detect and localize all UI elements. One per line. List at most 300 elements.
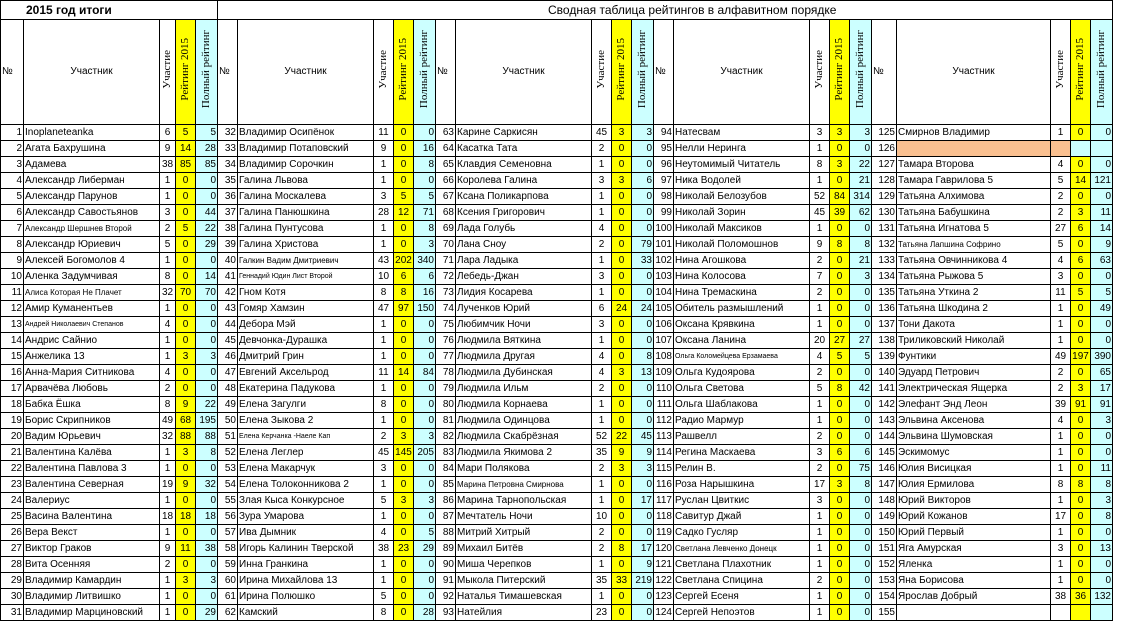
rating-2015: 0: [394, 125, 414, 141]
participant-name: Галина Христова: [238, 237, 374, 253]
rating-2015: 0: [1071, 445, 1091, 461]
row-number: 126: [872, 141, 897, 157]
row-number: 30: [1, 589, 24, 605]
rating-2015: 0: [612, 477, 632, 493]
row-number: 95: [654, 141, 674, 157]
rating-2015: 0: [830, 573, 850, 589]
row-number: 79: [436, 381, 456, 397]
row-number: 127: [872, 157, 897, 173]
full-rating: 44: [196, 205, 218, 221]
participant-name: Ника Водолей: [674, 173, 810, 189]
row-number: 22: [1, 461, 24, 477]
rating-2015: 145: [394, 445, 414, 461]
participation-count: 1: [592, 493, 612, 509]
rating-2015: [1071, 141, 1091, 157]
participant-name: Александр Парунов: [24, 189, 160, 205]
participant-name: Обитель размышлений: [674, 301, 810, 317]
participant-name: Тони Дакота: [897, 317, 1051, 333]
rating-2015: 0: [394, 397, 414, 413]
full-rating: 195: [196, 413, 218, 429]
row-number: 150: [872, 525, 897, 541]
participant-name: Александр Шершнев Второй: [24, 221, 160, 237]
full-rating: 29: [414, 541, 436, 557]
participation-count: 1: [374, 317, 394, 333]
full-rating: 9: [632, 557, 654, 573]
rating-2015: 0: [394, 573, 414, 589]
participant-name: Екатерина Падукова: [238, 381, 374, 397]
participation-count: 1: [810, 525, 830, 541]
participant-name: Садко Гусляр: [674, 525, 810, 541]
participant-name: Королева Галина: [456, 173, 592, 189]
participant-name: Оксана Крявкина: [674, 317, 810, 333]
full-rating: 3: [414, 493, 436, 509]
participation-count: 39: [1051, 397, 1071, 413]
header-full-rating-label: Полный рейтинг: [854, 30, 866, 109]
participant-name: Владимир Сорочкин: [238, 157, 374, 173]
row-number: 14: [1, 333, 24, 349]
participant-name: Елена Загулги: [238, 397, 374, 413]
participant-name: Зура Умарова: [238, 509, 374, 525]
header-number: №: [1, 20, 24, 125]
full-rating: 0: [850, 541, 872, 557]
rating-2015: 27: [830, 333, 850, 349]
participant-name: Владимир Потаповский: [238, 141, 374, 157]
row-number: 65: [436, 157, 456, 173]
participation-count: 1: [810, 413, 830, 429]
full-rating: 0: [414, 333, 436, 349]
table-row: [1, 365, 1113, 381]
participation-count: 1: [160, 461, 176, 477]
full-rating: 0: [196, 173, 218, 189]
participant-name: Нина Агошкова: [674, 253, 810, 269]
participant-name: Елена Керчанка -Наеле Кап: [238, 429, 374, 445]
rating-2015: 0: [830, 253, 850, 269]
full-rating: 0: [196, 333, 218, 349]
participation-count: 3: [374, 461, 394, 477]
rating-2015: 0: [176, 365, 196, 381]
header-participant: Участник: [456, 20, 592, 125]
header-participation: [592, 20, 612, 125]
rating-2015: 0: [176, 381, 196, 397]
rating-2015: 0: [830, 461, 850, 477]
participation-count: 1: [374, 557, 394, 573]
rating-2015: 3: [830, 157, 850, 173]
full-rating: 3: [1091, 413, 1113, 429]
full-rating: 0: [850, 301, 872, 317]
participation-count: 3: [160, 205, 176, 221]
participation-count: 6: [160, 125, 176, 141]
row-number: 40: [218, 253, 238, 269]
header-rating-2015: [1071, 20, 1091, 125]
header-full-rating: [850, 20, 872, 125]
rating-2015: 0: [176, 173, 196, 189]
participation-count: 1: [592, 157, 612, 173]
row-number: 21: [1, 445, 24, 461]
full-rating: 3: [850, 125, 872, 141]
rating-2015: 0: [176, 205, 196, 221]
participation-count: 4: [810, 349, 830, 365]
full-rating: 84: [414, 365, 436, 381]
participation-count: 28: [374, 205, 394, 221]
rating-2015: 0: [394, 413, 414, 429]
header-full-rating: [1091, 20, 1113, 125]
participant-name: Натейлия: [456, 605, 592, 621]
rating-2015: 0: [830, 269, 850, 285]
rating-2015: 0: [1071, 461, 1091, 477]
participation-count: 4: [160, 317, 176, 333]
table-row: [1, 477, 1113, 493]
table-row: [1, 349, 1113, 365]
row-number: 56: [218, 509, 238, 525]
row-number: 147: [872, 477, 897, 493]
header-participation: [374, 20, 394, 125]
row-number: 25: [1, 509, 24, 525]
header-participant: Участник: [897, 20, 1051, 125]
rating-2015: 0: [830, 413, 850, 429]
rating-2015: 0: [394, 381, 414, 397]
row-number: 88: [436, 525, 456, 541]
rating-2015: 88: [176, 429, 196, 445]
participation-count: 2: [1051, 205, 1071, 221]
row-number: 41: [218, 269, 238, 285]
rating-2015: 0: [394, 173, 414, 189]
rating-2015: 0: [176, 493, 196, 509]
header-full-rating-label: Полный рейтинг: [200, 30, 212, 109]
participation-count: 1: [1051, 557, 1071, 573]
row-number: 104: [654, 285, 674, 301]
rating-2015: 9: [176, 397, 196, 413]
participant-name: Ольга Кудоярова: [674, 365, 810, 381]
rating-2015: 0: [830, 509, 850, 525]
full-rating: 49: [1091, 301, 1113, 317]
rating-2015: 0: [612, 493, 632, 509]
header-rating-2015: [612, 20, 632, 125]
header-participation-label: Участие: [595, 50, 607, 89]
row-number: 87: [436, 509, 456, 525]
participant-name: Татьяна Рыжова 5: [897, 269, 1051, 285]
participation-count: 1: [374, 573, 394, 589]
full-rating: 28: [196, 141, 218, 157]
rating-2015: 68: [176, 413, 196, 429]
rating-2015: 5: [830, 349, 850, 365]
full-rating: 28: [414, 605, 436, 621]
rating-2015: 0: [394, 557, 414, 573]
row-number: 109: [654, 365, 674, 381]
participant-name: Эдуард Петрович: [897, 365, 1051, 381]
full-rating: 3: [632, 461, 654, 477]
rating-2015: 85: [176, 157, 196, 173]
full-rating: 0: [196, 317, 218, 333]
participant-name: Ольга Коломейцева Ерзамаева: [674, 349, 810, 365]
participant-name: Алиса Которая Не Плачет: [24, 285, 160, 301]
full-rating: 22: [850, 157, 872, 173]
full-rating: 0: [414, 413, 436, 429]
full-rating: 0: [850, 365, 872, 381]
rating-2015: 0: [1071, 541, 1091, 557]
participant-name: Митрий Хитрый: [456, 525, 592, 541]
participant-name: Елена Макарчук: [238, 461, 374, 477]
participation-count: 5: [160, 237, 176, 253]
full-rating: 0: [850, 589, 872, 605]
participation-count: 2: [810, 365, 830, 381]
participant-name: Юрий Викторов: [897, 493, 1051, 509]
rating-2015: 0: [176, 525, 196, 541]
row-number: 143: [872, 413, 897, 429]
rating-2015: 0: [830, 365, 850, 381]
participation-count: 3: [374, 189, 394, 205]
rating-2015: 0: [830, 397, 850, 413]
participant-name: Геннадий Юдин Лист Второй: [238, 269, 374, 285]
row-number: 32: [218, 125, 238, 141]
rating-2015: 11: [176, 541, 196, 557]
participation-count: 2: [592, 141, 612, 157]
year-title: 2015 год итоги: [1, 1, 218, 20]
rating-2015: 0: [1071, 429, 1091, 445]
full-rating: 0: [196, 557, 218, 573]
participant-name: Алексей Богомолов 4: [24, 253, 160, 269]
rating-2015: 6: [1071, 253, 1091, 269]
header-rating-2015: [176, 20, 196, 125]
rating-2015: 0: [830, 317, 850, 333]
row-number: 144: [872, 429, 897, 445]
full-rating: 13: [1091, 541, 1113, 557]
full-rating: 21: [850, 173, 872, 189]
row-number: 17: [1, 381, 24, 397]
participation-count: 1: [1051, 301, 1071, 317]
row-number: 72: [436, 269, 456, 285]
participant-name: Галина Москалева: [238, 189, 374, 205]
participation-count: 1: [160, 589, 176, 605]
full-rating: 33: [632, 253, 654, 269]
rating-2015: 0: [176, 317, 196, 333]
header-rating-2015-label: Рейтинг 2015: [615, 38, 627, 101]
rating-2015: 0: [830, 429, 850, 445]
rating-2015: 0: [612, 189, 632, 205]
rating-2015: 0: [612, 269, 632, 285]
rating-2015: 18: [176, 509, 196, 525]
rating-2015: 0: [612, 381, 632, 397]
row-number: 140: [872, 365, 897, 381]
full-rating: 0: [1091, 557, 1113, 573]
row-number: 18: [1, 397, 24, 413]
participant-name: Марина Петровна Смирнова: [456, 477, 592, 493]
participation-count: 45: [592, 125, 612, 141]
participation-count: 8: [810, 157, 830, 173]
row-number: 129: [872, 189, 897, 205]
header-rating-2015-label: Рейтинг 2015: [1074, 38, 1086, 101]
participant-name: Электрическая Ящерка: [897, 381, 1051, 397]
row-number: 35: [218, 173, 238, 189]
participation-count: 3: [592, 317, 612, 333]
table-row: [1, 605, 1113, 621]
row-number: 83: [436, 445, 456, 461]
rating-2015: 3: [612, 461, 632, 477]
participant-name: Николай Поломошнов: [674, 237, 810, 253]
row-number: 125: [872, 125, 897, 141]
row-number: 46: [218, 349, 238, 365]
full-rating: 0: [414, 461, 436, 477]
full-rating: 0: [414, 477, 436, 493]
participant-name: Татьяна Бабушкина: [897, 205, 1051, 221]
full-rating: 205: [414, 445, 436, 461]
full-rating: 8: [414, 157, 436, 173]
participation-count: 1: [160, 605, 176, 621]
participant-name: Оксана Ланина: [674, 333, 810, 349]
row-number: 61: [218, 589, 238, 605]
participation-count: 52: [810, 189, 830, 205]
participation-count: 32: [160, 285, 176, 301]
full-rating: 8: [632, 349, 654, 365]
row-number: 114: [654, 445, 674, 461]
rating-2015: 0: [1071, 525, 1091, 541]
full-rating: 314: [850, 189, 872, 205]
row-number: 64: [436, 141, 456, 157]
participation-count: 8: [160, 397, 176, 413]
participation-count: 11: [1051, 285, 1071, 301]
full-rating: 0: [414, 317, 436, 333]
full-rating: 0: [850, 493, 872, 509]
participant-name: Татьяна Лапшина Софрино: [897, 237, 1051, 253]
participant-name: Светлана Левченко Донецк: [674, 541, 810, 557]
full-rating: 0: [632, 317, 654, 333]
participation-count: 1: [1051, 461, 1071, 477]
table-row: [1, 493, 1113, 509]
full-rating: 0: [632, 157, 654, 173]
row-number: 59: [218, 557, 238, 573]
participation-count: 1: [810, 557, 830, 573]
participation-count: 3: [592, 173, 612, 189]
rating-2015: 0: [612, 205, 632, 221]
participant-name: Наталья Тимашевская: [456, 589, 592, 605]
participation-count: 1: [592, 333, 612, 349]
rating-2015: 0: [830, 285, 850, 301]
row-number: 100: [654, 221, 674, 237]
participation-count: 5: [1051, 237, 1071, 253]
table-title: Сводная таблица рейтингов в алфавитном порядке: [218, 1, 1113, 20]
table-row: [1, 445, 1113, 461]
row-number: 118: [654, 509, 674, 525]
participation-count: 2: [1051, 381, 1071, 397]
participant-name: Нина Тремаскина: [674, 285, 810, 301]
row-number: 149: [872, 509, 897, 525]
row-number: 91: [436, 573, 456, 589]
header-number: №: [218, 20, 238, 125]
row-number: 43: [218, 301, 238, 317]
participant-name: Камский: [238, 605, 374, 621]
full-rating: 340: [414, 253, 436, 269]
rating-2015: 0: [176, 605, 196, 621]
rating-2015: 0: [176, 269, 196, 285]
full-rating: 0: [632, 413, 654, 429]
row-number: 96: [654, 157, 674, 173]
row-number: 71: [436, 253, 456, 269]
full-rating: 0: [1091, 189, 1113, 205]
participation-count: [1051, 605, 1071, 621]
participation-count: 43: [374, 253, 394, 269]
rating-2015: 14: [176, 141, 196, 157]
participation-count: 49: [160, 413, 176, 429]
table-row: [1, 253, 1113, 269]
row-number: 115: [654, 461, 674, 477]
full-rating: 0: [1091, 125, 1113, 141]
header-full-rating: [414, 20, 436, 125]
rating-2015: 5: [1071, 285, 1091, 301]
participant-name: Лученков Юрий: [456, 301, 592, 317]
full-rating: 5: [850, 349, 872, 365]
participation-count: 1: [592, 285, 612, 301]
row-number: 90: [436, 557, 456, 573]
participant-name: Евгений Аксельрод: [238, 365, 374, 381]
participant-name: Тамара Гаврилова 5: [897, 173, 1051, 189]
row-number: 13: [1, 317, 24, 333]
row-number: 29: [1, 573, 24, 589]
table-row: [1, 269, 1113, 285]
participant-name: Гном Котя: [238, 285, 374, 301]
participant-name: Неутомимый Читатель: [674, 157, 810, 173]
participation-count: 52: [592, 429, 612, 445]
participation-count: 1: [160, 301, 176, 317]
participation-count: 9: [160, 541, 176, 557]
rating-2015: 0: [830, 525, 850, 541]
participant-name: Яна Борисова: [897, 573, 1051, 589]
row-number: 15: [1, 349, 24, 365]
participant-name: Руслан Цвиткис: [674, 493, 810, 509]
row-number: 69: [436, 221, 456, 237]
participation-count: 1: [810, 509, 830, 525]
row-number: 136: [872, 301, 897, 317]
participation-count: 3: [810, 125, 830, 141]
header-participation: [160, 20, 176, 125]
participation-count: 47: [374, 301, 394, 317]
full-rating: 32: [196, 477, 218, 493]
participant-name: Ксения Григорович: [456, 205, 592, 221]
participant-name: [897, 141, 1051, 157]
row-number: 26: [1, 525, 24, 541]
participant-name: Натесвам: [674, 125, 810, 141]
row-number: 11: [1, 285, 24, 301]
full-rating: 0: [632, 525, 654, 541]
participation-count: 1: [160, 525, 176, 541]
rating-2015: 0: [612, 285, 632, 301]
participation-count: 1: [1051, 317, 1071, 333]
participation-count: 2: [810, 461, 830, 477]
participation-count: 4: [592, 221, 612, 237]
participation-count: 1: [160, 189, 176, 205]
rating-2015: 6: [830, 445, 850, 461]
row-number: 101: [654, 237, 674, 253]
participant-name: Людмила Корнаева: [456, 397, 592, 413]
participation-count: 1: [592, 557, 612, 573]
participant-name: Девчонка-Дурашка: [238, 333, 374, 349]
participant-name: Михаил Битёв: [456, 541, 592, 557]
full-rating: 22: [196, 397, 218, 413]
participation-count: 2: [592, 525, 612, 541]
full-rating: 21: [850, 253, 872, 269]
row-number: 42: [218, 285, 238, 301]
rating-2015: 0: [394, 509, 414, 525]
row-number: 111: [654, 397, 674, 413]
full-rating: 0: [1091, 445, 1113, 461]
row-number: 146: [872, 461, 897, 477]
participant-name: Элефант Энд Леон: [897, 397, 1051, 413]
row-number: 54: [218, 477, 238, 493]
full-rating: [1091, 141, 1113, 157]
rating-2015: 0: [612, 237, 632, 253]
participation-count: 2: [160, 557, 176, 573]
row-number: 49: [218, 397, 238, 413]
full-rating: 0: [196, 381, 218, 397]
rating-2015: 0: [830, 541, 850, 557]
